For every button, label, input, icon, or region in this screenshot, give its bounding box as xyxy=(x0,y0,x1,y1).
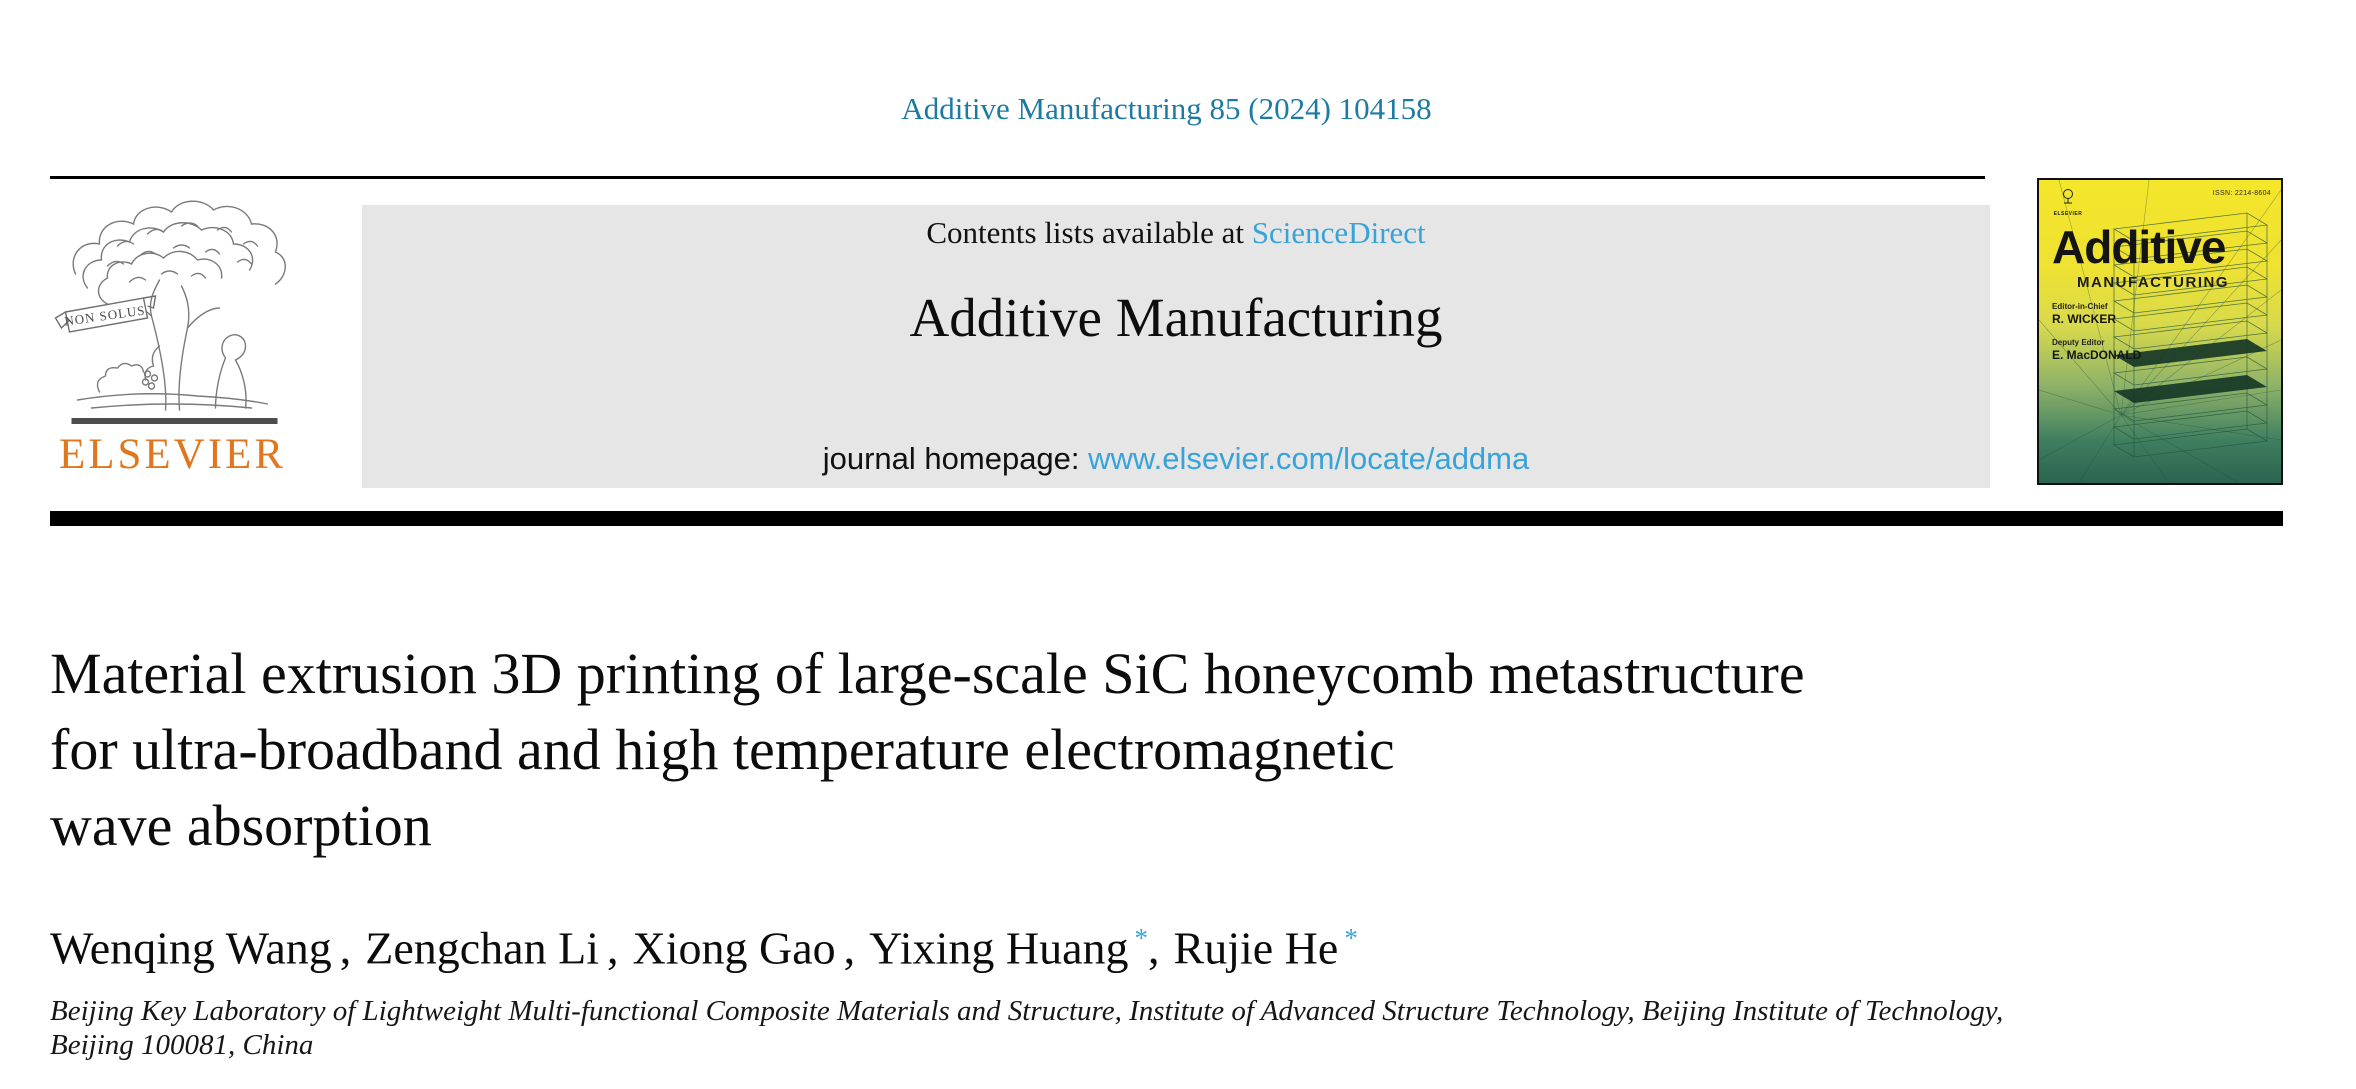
article-title-line-3: wave absorption xyxy=(50,793,432,858)
cover-subtitle: MANUFACTURING xyxy=(2077,274,2229,291)
svg-text:NON SOLUS: NON SOLUS xyxy=(63,302,147,329)
author-separator: , xyxy=(606,922,619,974)
affiliation-line-2: Beijing 100081, China xyxy=(50,1029,314,1061)
non-solus-ribbon xyxy=(56,296,156,332)
cover-mini-tree-icon xyxy=(2060,188,2076,206)
header-rule xyxy=(50,176,1985,179)
cover-deputy-label: Deputy Editor xyxy=(2052,338,2105,347)
article-title-line-1: Material extrusion 3D printing of large-scale SiC honeycomb metastructure xyxy=(50,641,1805,706)
cover-editor-name: R. WICKER xyxy=(2052,312,2116,326)
author-name: Wenqing Wang xyxy=(50,922,332,974)
homepage-url-link[interactable]: www.elsevier.com/locate/addma xyxy=(1088,441,1530,476)
section-divider-bar xyxy=(50,511,2283,526)
cover-issn: ISSN: 2214-8604 xyxy=(2212,190,2271,197)
author-separator: , xyxy=(843,922,856,974)
journal-cover xyxy=(2037,178,2283,485)
elsevier-tree-icon xyxy=(45,196,300,428)
cover-mini-elsevier-label: ELSEVIER xyxy=(2053,211,2083,217)
journal-citation: Additive Manufacturing 85 (2024) 104158 xyxy=(901,91,1432,126)
author-separator: , xyxy=(339,922,352,974)
cover-elsevier-mini-logo xyxy=(2051,188,2085,217)
cover-title: Additive xyxy=(2052,221,2226,273)
homepage-line xyxy=(362,440,1990,478)
elsevier-logo xyxy=(45,196,300,496)
article-title xyxy=(50,636,1805,864)
sciencedirect-link[interactable]: ScienceDirect xyxy=(1251,215,1426,250)
author-name: Zengchan Li xyxy=(365,922,599,974)
author-name: Yixing Huang xyxy=(869,922,1129,974)
author-name: Rujie He xyxy=(1173,922,1339,974)
affiliation xyxy=(50,994,2003,1062)
homepage-prefix: journal homepage: xyxy=(822,441,1089,476)
masthead-box xyxy=(362,205,1990,488)
contents-prefix: Contents lists available at xyxy=(926,215,1252,250)
article-title-line-2: for ultra-broadband and high temperature electromagnetic xyxy=(50,717,1395,782)
authors-line xyxy=(50,908,1358,978)
author-separator: , xyxy=(1148,922,1160,974)
elsevier-wordmark: ELSEVIER xyxy=(58,431,287,478)
affiliation-line-1: Beijing Key Laboratory of Lightweight Multi-functional Composite Materials and Structure, Institute of Advanced Structure Technology, Beijing Institute of Technology, xyxy=(50,995,2004,1027)
corresponding-author-marker[interactable]: * xyxy=(1344,923,1358,953)
contents-line xyxy=(362,215,1990,251)
cover-editor-label: Editor-in-Chief xyxy=(2052,302,2108,311)
author-name: Xiong Gao xyxy=(632,922,836,974)
corresponding-author-marker[interactable]: * xyxy=(1134,923,1149,953)
masthead-journal-title: Additive Manufacturing xyxy=(909,287,1443,348)
cover-deputy-name: E. MacDONALD xyxy=(2052,348,2142,362)
